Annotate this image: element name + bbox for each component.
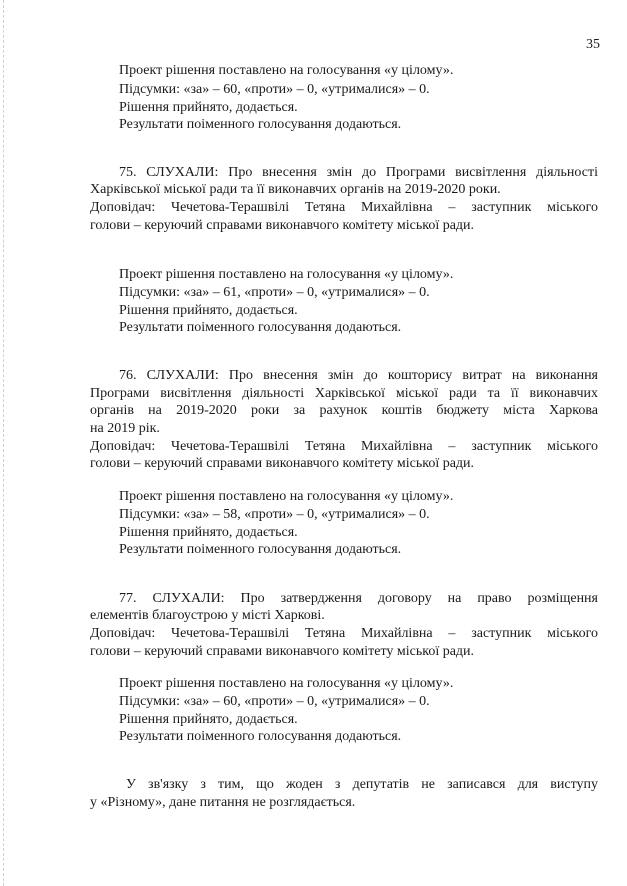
vote-line: Результати поіменного голосування додаються. xyxy=(119,542,402,557)
item-heading-line: 76. СЛУХАЛИ: Про внесення змін до кошторису витрат на виконання xyxy=(119,368,598,383)
vote-line: Рішення прийнято, додається. xyxy=(119,303,298,318)
vote-line: Проект рішення поставлено на голосування «у цілому». xyxy=(119,489,454,504)
speaker-line: Доповідач: Чечетова-Терашвілі Тетяна Михайлівна – заступник міського xyxy=(90,200,598,215)
vote-line: Підсумки: «за» – 60, «проти» – 0, «утрималися» – 0. xyxy=(119,82,430,97)
scan-edge-line xyxy=(3,0,4,886)
item-heading-line: органів на 2019-2020 роки за рахунок коштів бюджету міста Харкова xyxy=(90,403,598,418)
vote-line: Результати поіменного голосування додаються. xyxy=(119,729,402,744)
speaker-line: голови – керуючий справами виконавчого комітету міської ради. xyxy=(90,644,475,659)
speaker-line: голови – керуючий справами виконавчого комітету міської ради. xyxy=(90,456,475,471)
vote-line: Проект рішення поставлено на голосування «у цілому». xyxy=(119,676,454,691)
vote-line: Проект рішення поставлено на голосування «у цілому». xyxy=(119,267,454,282)
vote-line: Рішення прийнято, додається. xyxy=(119,100,298,115)
item-heading-line: Програми висвітлення діяльності Харківської міської ради та її виконавчих xyxy=(90,386,598,401)
item-heading-line: 77. СЛУХАЛИ: Про затвердження договору на право розміщення xyxy=(119,591,598,606)
vote-line: Підсумки: «за» – 60, «проти» – 0, «утрималися» – 0. xyxy=(119,694,430,709)
item-heading-line: Харківської міської ради та її виконавчих органів на 2019-2020 роки. xyxy=(90,182,501,197)
vote-line: Проект рішення поставлено на голосування «у цілому». xyxy=(119,63,454,78)
vote-line: Рішення прийнято, додається. xyxy=(119,712,298,727)
vote-line: Результати поіменного голосування додаються. xyxy=(119,117,402,132)
vote-line: Результати поіменного голосування додаються. xyxy=(119,320,402,335)
speaker-line: Доповідач: Чечетова-Терашвілі Тетяна Михайлівна – заступник міського xyxy=(90,439,598,454)
speaker-line: голови – керуючий справами виконавчого комітету міської ради. xyxy=(90,218,475,233)
item-heading-line: 75. СЛУХАЛИ: Про внесення змін до Програми висвітлення діяльності xyxy=(119,165,598,180)
vote-line: Підсумки: «за» – 58, «проти» – 0, «утрималися» – 0. xyxy=(119,507,430,522)
speaker-line: Доповідач: Чечетова-Терашвілі Тетяна Михайлівна – заступник міського xyxy=(90,626,598,641)
closing-line: у «Різному», дане питання не розглядається. xyxy=(90,795,356,810)
vote-line: Рішення прийнято, додається. xyxy=(119,525,298,540)
item-heading-line: елементів благоустрою у місті Харкові. xyxy=(90,608,325,623)
closing-line: У зв'язку з тим, що жоден з депутатів не записався для виступу xyxy=(126,777,598,792)
page-number: 35 xyxy=(586,37,600,52)
vote-line: Підсумки: «за» – 61, «проти» – 0, «утрималися» – 0. xyxy=(119,285,430,300)
item-heading-line: на 2019 рік. xyxy=(90,421,160,436)
